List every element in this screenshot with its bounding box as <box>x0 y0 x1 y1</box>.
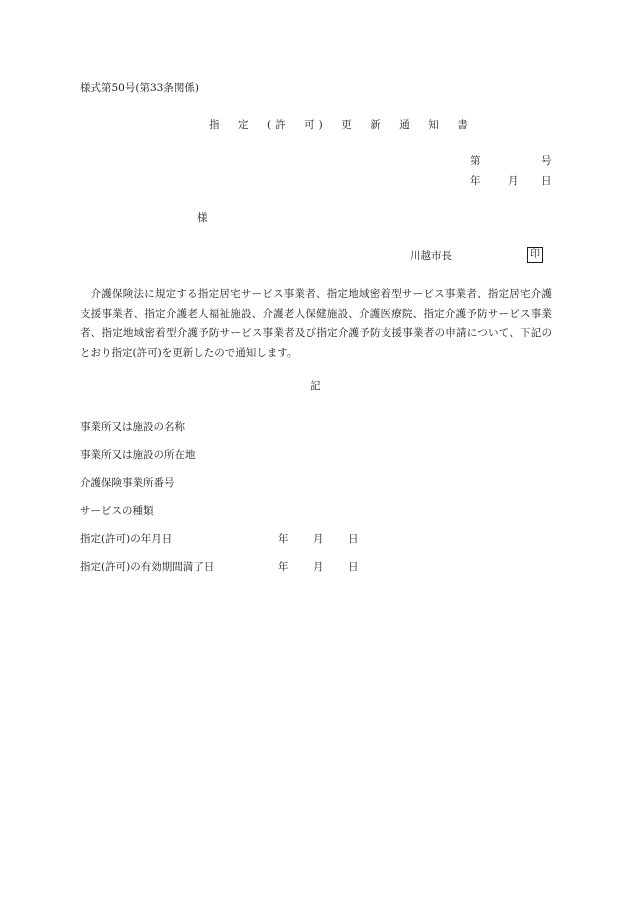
designation-date-month: 月 <box>313 533 324 545</box>
issue-date-day: 日 <box>541 175 552 187</box>
issue-date <box>470 174 552 188</box>
designation-date-year: 年 <box>278 533 289 545</box>
designation-date-value <box>278 532 359 546</box>
item-service-type: サービスの種類 <box>80 505 154 517</box>
item-expiry-date: 指定(許可)の有効期間満了日 <box>80 561 215 573</box>
item-designation-date: 指定(許可)の年月日 <box>80 533 173 545</box>
doc-number-suffix: 号 <box>541 155 552 167</box>
form-number: 様式第50号(第33条関係) <box>80 82 199 94</box>
ki-heading: 記 <box>310 380 321 392</box>
expiry-date-day: 日 <box>348 561 359 573</box>
issuer-name: 川越市長 <box>410 250 452 262</box>
issue-date-month: 月 <box>508 175 519 187</box>
addressee-suffix: 様 <box>197 212 208 224</box>
item-facility-name: 事業所又は施設の名称 <box>80 421 185 433</box>
document-title: 指 定 (許 可) 更 新 通 知 書 <box>209 119 472 131</box>
expiry-date-year: 年 <box>278 561 289 573</box>
seal-mark: 印 <box>527 247 543 263</box>
expiry-date-value <box>278 560 359 574</box>
designation-date-day: 日 <box>348 533 359 545</box>
expiry-date-month: 月 <box>313 561 324 573</box>
item-facility-address: 事業所又は施設の所在地 <box>80 449 196 461</box>
doc-number-label: 第 <box>470 155 481 167</box>
notice-body: 介護保険法に規定する指定居宅サービス事業者、指定地域密着型サービス事業者、指定居宅介護支援事業者、指定介護老人福祉施設、介護老人保健施設、介護医療院、指定介護予防サービス事業者、指定地域密着型介護予防サービス事業者及び指定介護予防支援事業者の申請について、下記のとおり指定(許可)を更新したので通知します。 <box>80 288 552 359</box>
issue-date-year: 年 <box>470 175 481 187</box>
item-business-number: 介護保険事業所番号 <box>80 477 175 489</box>
